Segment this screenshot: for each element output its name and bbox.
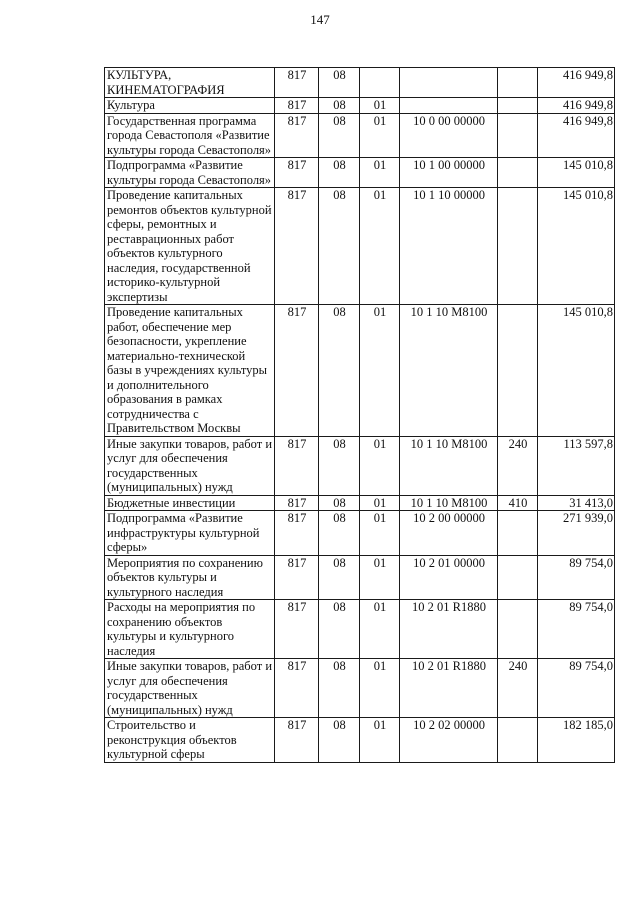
row-csr: 10 1 10 М8100 bbox=[400, 495, 498, 511]
row-name: Иные закупки товаров, работ и услуг для обеспечения государственных (муниципальных) нужд bbox=[105, 659, 275, 718]
row-vr: 240 bbox=[498, 436, 538, 495]
row-csr: 10 2 01 R1880 bbox=[400, 600, 498, 659]
row-sum: 113 597,8 bbox=[538, 436, 615, 495]
table-row bbox=[105, 113, 615, 158]
row-ved: 817 bbox=[275, 495, 319, 511]
row-rz: 08 bbox=[319, 436, 360, 495]
row-rz: 08 bbox=[319, 600, 360, 659]
table-row bbox=[105, 600, 615, 659]
row-name: КУЛЬТУРА, КИНЕМАТОГРАФИЯ bbox=[105, 68, 275, 98]
table-row bbox=[105, 659, 615, 718]
row-ved: 817 bbox=[275, 555, 319, 600]
row-rz: 08 bbox=[319, 68, 360, 98]
row-vr bbox=[498, 188, 538, 305]
row-sum: 416 949,8 bbox=[538, 98, 615, 114]
row-pr: 01 bbox=[360, 555, 400, 600]
table-row bbox=[105, 68, 615, 98]
row-csr bbox=[400, 68, 498, 98]
budget-table bbox=[104, 67, 615, 763]
row-csr: 10 2 02 00000 bbox=[400, 718, 498, 763]
row-ved: 817 bbox=[275, 188, 319, 305]
row-vr bbox=[498, 305, 538, 437]
row-pr: 01 bbox=[360, 511, 400, 556]
row-vr bbox=[498, 113, 538, 158]
row-pr: 01 bbox=[360, 600, 400, 659]
row-vr bbox=[498, 555, 538, 600]
row-vr bbox=[498, 158, 538, 188]
row-name: Строительство и реконструкция объектов культурной сферы bbox=[105, 718, 275, 763]
row-pr: 01 bbox=[360, 718, 400, 763]
row-csr bbox=[400, 98, 498, 114]
row-ved: 817 bbox=[275, 718, 319, 763]
row-ved: 817 bbox=[275, 98, 319, 114]
row-name: Проведение капитальных работ, обеспечение мер безопасности, укрепление материально-технической базы в учреждениях культуры и дополнительного образования в рамках сотрудничества с Правительством Москвы bbox=[105, 305, 275, 437]
row-name: Подпрограмма «Развитие инфраструктуры культурной сферы» bbox=[105, 511, 275, 556]
row-ved: 817 bbox=[275, 68, 319, 98]
row-ved: 817 bbox=[275, 158, 319, 188]
row-name: Подпрограмма «Развитие культуры города Севастополя» bbox=[105, 158, 275, 188]
row-rz: 08 bbox=[319, 158, 360, 188]
table-row bbox=[105, 511, 615, 556]
row-rz: 08 bbox=[319, 98, 360, 114]
row-sum: 89 754,0 bbox=[538, 659, 615, 718]
row-csr: 10 1 10 М8100 bbox=[400, 305, 498, 437]
row-ved: 817 bbox=[275, 659, 319, 718]
row-pr: 01 bbox=[360, 98, 400, 114]
row-rz: 08 bbox=[319, 495, 360, 511]
table-row bbox=[105, 98, 615, 114]
row-csr: 10 2 00 00000 bbox=[400, 511, 498, 556]
row-vr bbox=[498, 98, 538, 114]
row-rz: 08 bbox=[319, 188, 360, 305]
row-sum: 416 949,8 bbox=[538, 68, 615, 98]
row-name: Расходы на мероприятия по сохранению объектов культуры и культурного наследия bbox=[105, 600, 275, 659]
table-row bbox=[105, 495, 615, 511]
table-row bbox=[105, 436, 615, 495]
row-ved: 817 bbox=[275, 113, 319, 158]
row-name: Культура bbox=[105, 98, 275, 114]
row-pr: 01 bbox=[360, 659, 400, 718]
row-sum: 182 185,0 bbox=[538, 718, 615, 763]
row-sum: 31 413,0 bbox=[538, 495, 615, 511]
row-pr: 01 bbox=[360, 113, 400, 158]
row-vr: 240 bbox=[498, 659, 538, 718]
row-pr: 01 bbox=[360, 305, 400, 437]
row-sum: 89 754,0 bbox=[538, 600, 615, 659]
row-ved: 817 bbox=[275, 436, 319, 495]
table-row bbox=[105, 555, 615, 600]
row-rz: 08 bbox=[319, 305, 360, 437]
row-rz: 08 bbox=[319, 659, 360, 718]
row-name: Бюджетные инвестиции bbox=[105, 495, 275, 511]
row-pr: 01 bbox=[360, 495, 400, 511]
row-ved: 817 bbox=[275, 600, 319, 659]
row-name: Проведение капитальных ремонтов объектов культурной сферы, ремонтных и реставрационных работ объектов культурного наследия, государственной историко-культурной экспертизы bbox=[105, 188, 275, 305]
row-sum: 145 010,8 bbox=[538, 188, 615, 305]
row-csr: 10 0 00 00000 bbox=[400, 113, 498, 158]
row-sum: 416 949,8 bbox=[538, 113, 615, 158]
row-pr: 01 bbox=[360, 436, 400, 495]
row-ved: 817 bbox=[275, 305, 319, 437]
row-vr bbox=[498, 600, 538, 659]
table-row bbox=[105, 718, 615, 763]
row-pr: 01 bbox=[360, 188, 400, 305]
row-csr: 10 1 00 00000 bbox=[400, 158, 498, 188]
row-csr: 10 1 10 М8100 bbox=[400, 436, 498, 495]
page-number: 147 bbox=[310, 12, 330, 27]
row-rz: 08 bbox=[319, 113, 360, 158]
row-sum: 271 939,0 bbox=[538, 511, 615, 556]
row-vr bbox=[498, 718, 538, 763]
row-pr bbox=[360, 68, 400, 98]
row-vr bbox=[498, 511, 538, 556]
row-vr: 410 bbox=[498, 495, 538, 511]
row-sum: 89 754,0 bbox=[538, 555, 615, 600]
row-name: Мероприятия по сохранению объектов культуры и культурного наследия bbox=[105, 555, 275, 600]
table-row bbox=[105, 158, 615, 188]
row-ved: 817 bbox=[275, 511, 319, 556]
row-name: Иные закупки товаров, работ и услуг для обеспечения государственных (муниципальных) нужд bbox=[105, 436, 275, 495]
row-csr: 10 2 01 R1880 bbox=[400, 659, 498, 718]
row-vr bbox=[498, 68, 538, 98]
row-rz: 08 bbox=[319, 511, 360, 556]
row-name: Государственная программа города Севастополя «Развитие культуры города Севастополя» bbox=[105, 113, 275, 158]
row-pr: 01 bbox=[360, 158, 400, 188]
row-csr: 10 1 10 00000 bbox=[400, 188, 498, 305]
row-rz: 08 bbox=[319, 718, 360, 763]
row-csr: 10 2 01 00000 bbox=[400, 555, 498, 600]
row-sum: 145 010,8 bbox=[538, 158, 615, 188]
table-row bbox=[105, 188, 615, 305]
row-sum: 145 010,8 bbox=[538, 305, 615, 437]
row-rz: 08 bbox=[319, 555, 360, 600]
table-row bbox=[105, 305, 615, 437]
